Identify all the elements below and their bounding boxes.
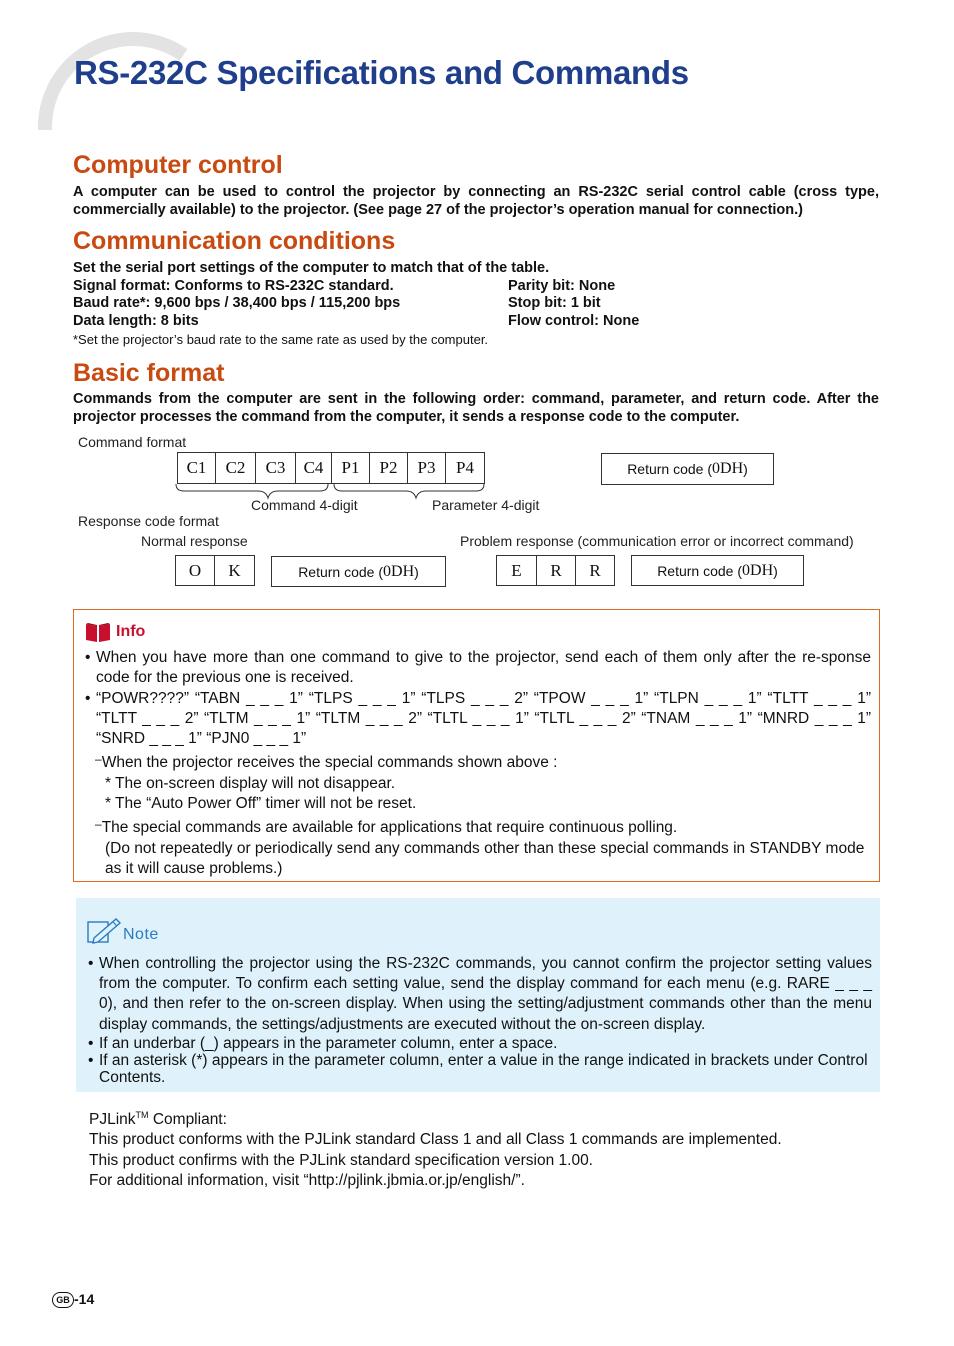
response-cell: R bbox=[536, 555, 576, 586]
return-code-text: Return code ( bbox=[298, 563, 384, 580]
command-digit-label: Command 4-digit bbox=[251, 497, 358, 513]
info-bullet: • “POWR????” “TABN _ _ _ 1” “TLPS _ _ _ 1” “TLPS _ _ _ 2” “TPOW _ _ _ 1” “TLPN _ _ _ 1” “TLTT _ _ _ 1” “TLTT _ _ _ 2” “TLTM _ _ _ 1” “TLTM _ _ _ 2” “TLTL _ _ _ 1” “TLTL _ _ _ 2” “TNAM _ _ _ 1” “MNRD _ _ _ 1” “SNRD _ _ _ 1” “PJN0 _ _ _ 1” bbox=[85, 689, 871, 750]
stop-bit: Stop bit: 1 bit bbox=[508, 295, 601, 311]
data-length: Data length: 8 bits bbox=[73, 313, 199, 329]
return-code-value: 0DH bbox=[383, 562, 415, 580]
pjlink-line: This product conforms with the PJLink standard Class 1 and all Class 1 commands are implemented. bbox=[89, 1131, 782, 1149]
info-sub-text: When the projector receives the special commands shown above : bbox=[101, 754, 558, 772]
pjlink-name: PJLink bbox=[89, 1111, 136, 1129]
command-cell: C3 bbox=[255, 452, 296, 484]
normal-return-code-box bbox=[271, 556, 446, 587]
flow-control: Flow control: None bbox=[508, 313, 640, 329]
page-number bbox=[52, 1291, 94, 1308]
normal-response-label: Normal response bbox=[141, 533, 248, 549]
return-code-text: Return code ( bbox=[627, 461, 713, 477]
pjlink-line: For additional information, visit “http://pjlink.jbmia.or.jp/english/”. bbox=[89, 1172, 525, 1190]
return-code-close: ) bbox=[414, 563, 419, 580]
return-code-text: Return code ( bbox=[657, 562, 743, 579]
parameter-cell: P2 bbox=[369, 452, 408, 484]
trademark-mark: TM bbox=[135, 1110, 149, 1120]
problem-response-label: Problem response (communication error or incorrect command) bbox=[460, 533, 854, 549]
pjlink-heading bbox=[89, 1105, 782, 1130]
return-code-value: 0DH bbox=[742, 561, 774, 579]
pjlink-line: This product confirms with the PJLink standard specification version 1.00. bbox=[89, 1151, 593, 1169]
command-cell: C1 bbox=[177, 452, 216, 484]
parameter-cell: P1 bbox=[331, 452, 370, 484]
book-icon bbox=[85, 621, 111, 643]
pjlink-compliant: Compliant: bbox=[148, 1111, 227, 1129]
response-cell: O bbox=[175, 555, 215, 586]
computer-control-text: A computer can be used to control the projector by connecting an RS-232C serial control cable (cross type, commercially available) to the projector. (See page 27 of the projector’s operation manual for connection.) bbox=[73, 184, 879, 218]
response-cell: K bbox=[214, 555, 255, 586]
response-cell: R bbox=[575, 555, 615, 586]
region-badge: GB bbox=[52, 1292, 74, 1308]
communication-conditions-heading: Communication conditions bbox=[73, 227, 396, 255]
info-list bbox=[85, 648, 871, 879]
return-code-value: 0DH bbox=[712, 460, 744, 477]
info-sub-detail: * The on-screen display will not disappear. bbox=[105, 774, 396, 792]
return-code-close: ) bbox=[773, 562, 778, 579]
baud-rate: Baud rate*: 9,600 bps / 38,400 bps / 115,200 bps bbox=[73, 295, 401, 311]
info-sub-detail: * The “Auto Power Off” timer will not be reset. bbox=[105, 795, 417, 813]
parameter-cell: P3 bbox=[407, 452, 446, 484]
command-format-label: Command format bbox=[78, 434, 187, 450]
signal-format: Signal format: Conforms to RS-232C standard. bbox=[73, 278, 394, 294]
info-title: Info bbox=[116, 623, 146, 640]
note-bullet: • When controlling the projector using the RS-232C commands, you cannot confirm the projector setting values from the computer. To confirm each setting value, send the display command for each menu (e.g. RARE _ _ _ 0), and then refer to the on-screen display. When using the setting/adjustment commands other than the menu display commands, the settings/adjustments are executed without the on-screen display. bbox=[88, 954, 872, 1035]
pencil-note-icon bbox=[86, 916, 122, 946]
basic-format-text: Commands from the computer are sent in the following order: command, parameter, and return code. After the projector processes the command from the computer, it sends a response code to the computer. bbox=[73, 391, 879, 425]
info-sub-detail: (Do not repeatedly or periodically send any commands other than these special commands in STANDBY mode as it will cause problems.) bbox=[105, 839, 865, 877]
problem-return-code-box bbox=[631, 555, 804, 586]
return-code-box bbox=[601, 453, 774, 485]
parameter-cell: P4 bbox=[445, 452, 485, 484]
page-number-value: -14 bbox=[74, 1291, 95, 1307]
pjlink-section bbox=[89, 1105, 782, 1191]
page-title: RS-232C Specifications and Commands bbox=[74, 54, 689, 91]
response-format-label: Response code format bbox=[78, 513, 219, 529]
return-code-close: ) bbox=[743, 461, 748, 477]
command-cell: C2 bbox=[215, 452, 256, 484]
note-bullet: • If an underbar (_) appears in the parameter column, enter a space. bbox=[88, 1035, 872, 1052]
parameter-digit-label: Parameter 4-digit bbox=[432, 497, 540, 513]
info-sub-item: –The special commands are available for applications that require continuous polling. bbox=[95, 817, 678, 837]
note-list bbox=[88, 954, 872, 1086]
basic-format-heading: Basic format bbox=[73, 359, 225, 387]
info-sub-text: The special commands are available for applications that require continuous polling. bbox=[101, 819, 678, 837]
response-cell: E bbox=[496, 555, 537, 586]
info-sub-item: –When the projector receives the special commands shown above : bbox=[95, 752, 558, 772]
communication-intro: Set the serial port settings of the computer to match that of the table. bbox=[73, 260, 550, 276]
command-cell: C4 bbox=[295, 452, 332, 484]
computer-control-heading: Computer control bbox=[73, 151, 283, 179]
note-bullet: • If an asterisk (*) appears in the parameter column, enter a value in the range indicated in brackets under Control Contents. bbox=[88, 1052, 872, 1086]
info-bullet: • When you have more than one command to give to the projector, send each of them only after the re-sponse code for the previous one is received. bbox=[85, 648, 871, 689]
note-title: Note bbox=[123, 926, 159, 943]
parity-bit: Parity bit: None bbox=[508, 278, 616, 294]
baud-footnote: *Set the projector’s baud rate to the same rate as used by the computer. bbox=[73, 332, 489, 347]
